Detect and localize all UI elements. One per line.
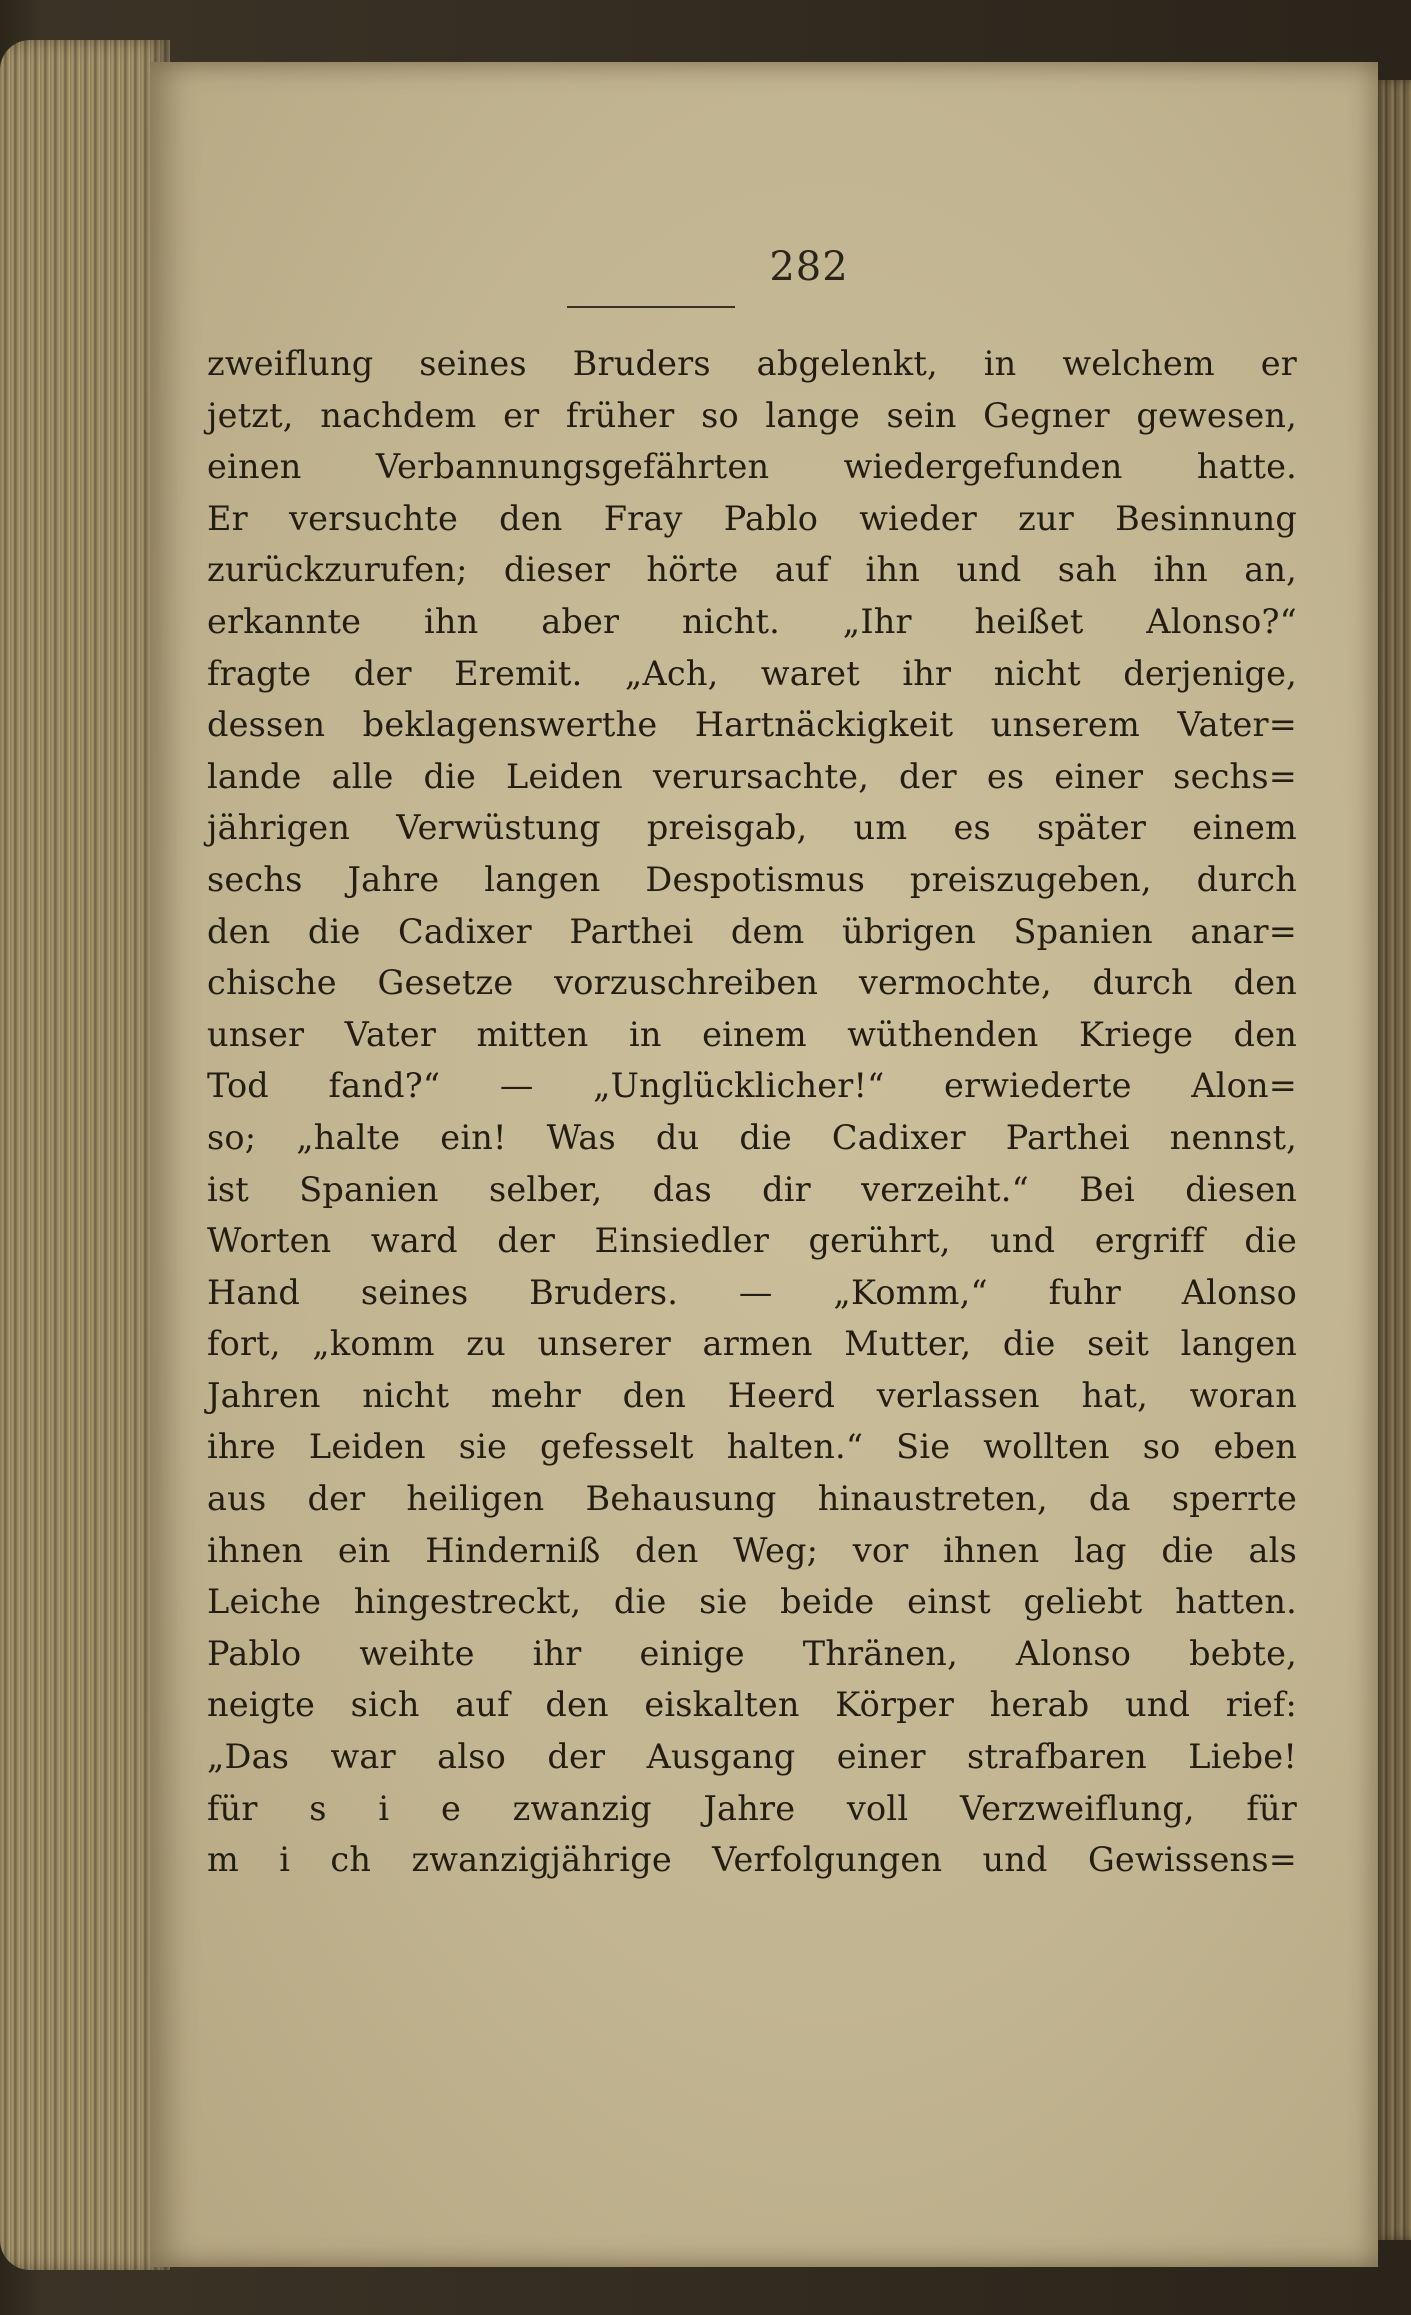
text-line: dessen beklagenswerthe Hartnäckigkeit unserem Vater= bbox=[207, 705, 1297, 745]
text-line: ist Spanien selber, das dir verzeiht.“ Bei diesen bbox=[207, 1169, 1297, 1209]
text-line: ihre Leiden sie gefesselt halten.“ Sie wollten so eben bbox=[207, 1427, 1297, 1467]
text-line: Leiche hingestreckt, die sie beide einst geliebt hatten. bbox=[207, 1582, 1297, 1622]
text-line: Er versuchte den Fray Pablo wieder zur Besinnung bbox=[207, 498, 1297, 538]
text-line: Jahren nicht mehr den Heerd verlassen hat, woran bbox=[207, 1375, 1297, 1415]
text-line: ihnen ein Hinderniß den Weg; vor ihnen lag die als bbox=[207, 1530, 1297, 1570]
text-line: unser Vater mitten in einem wüthenden Kriege den bbox=[207, 1014, 1297, 1054]
text-line: sechs Jahre langen Despotismus preiszugeben, durch bbox=[207, 859, 1297, 899]
header-rule bbox=[567, 306, 735, 308]
text-line: jetzt, nachdem er früher so lange sein Gegner gewesen, bbox=[207, 395, 1297, 435]
text-line: Hand seines Bruders. — „Komm,“ fuhr Alonso bbox=[207, 1272, 1297, 1312]
page-number: 282 bbox=[769, 244, 849, 290]
text-line: Tod fand?“ — „Unglücklicher!“ erwiederte Alon= bbox=[207, 1066, 1297, 1106]
text-line: einen Verbannungsgefährten wiedergefunden hatte. bbox=[207, 447, 1297, 487]
text-line: m i ch zwanzigjährige Verfolgungen und Gewissens= bbox=[207, 1840, 1297, 1880]
text-line: zurückzurufen; dieser hörte auf ihn und sah ihn an, bbox=[207, 550, 1297, 590]
text-line: für s i e zwanzig Jahre voll Verzweiflung, für bbox=[207, 1788, 1297, 1828]
text-line: Worten ward der Einsiedler gerührt, und ergriff die bbox=[207, 1221, 1297, 1261]
text-line: „Das war also der Ausgang einer strafbaren Liebe! bbox=[207, 1737, 1297, 1777]
text-line: neigte sich auf den eiskalten Körper herab und rief: bbox=[207, 1685, 1297, 1725]
text-line: aus der heiligen Behausung hinaustreten, da sperrte bbox=[207, 1479, 1297, 1519]
text-line: so; „halte ein! Was du die Cadixer Parthei nennst, bbox=[207, 1117, 1297, 1157]
left-page-edges bbox=[0, 40, 170, 2270]
text-line: jährigen Verwüstung preisgab, um es später einem bbox=[207, 808, 1297, 848]
text-line: fort, „komm zu unserer armen Mutter, die seit langen bbox=[207, 1324, 1297, 1364]
text-line: fragte der Eremit. „Ach, waret ihr nicht derjenige, bbox=[207, 653, 1297, 693]
body-text bbox=[207, 338, 1297, 1886]
text-line: zweiflung seines Bruders abgelenkt, in welchem er bbox=[207, 344, 1297, 383]
text-line: lande alle die Leiden verursachte, der es einer sechs= bbox=[207, 756, 1297, 796]
text-line: erkannte ihn aber nicht. „Ihr heißet Alonso?“ bbox=[207, 601, 1297, 641]
text-line: Pablo weihte ihr einige Thränen, Alonso bebte, bbox=[207, 1633, 1297, 1673]
text-line: den die Cadixer Parthei dem übrigen Spanien anar= bbox=[207, 911, 1297, 951]
text-line: chische Gesetze vorzuschreiben vermochte, durch den bbox=[207, 963, 1297, 1003]
